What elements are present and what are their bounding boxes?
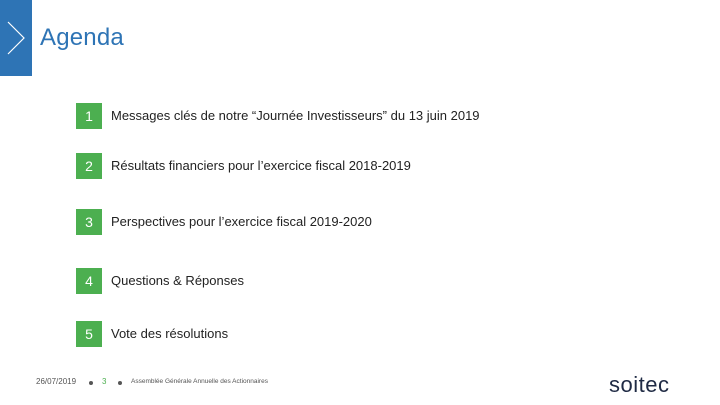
agenda-number: 2	[76, 153, 102, 179]
agenda-text: Messages clés de notre “Journée Investisseurs” du 13 juin 2019	[111, 108, 480, 123]
agenda-item	[76, 321, 676, 347]
agenda-number: 3	[76, 209, 102, 235]
page-number: 3	[102, 377, 107, 386]
agenda-item	[76, 268, 676, 294]
agenda-text: Résultats financiers pour l’exercice fiscal 2018-2019	[111, 158, 411, 173]
footer-separator-dot	[89, 381, 93, 385]
footer-date: 26/07/2019	[36, 377, 77, 386]
agenda-number: 5	[76, 321, 102, 347]
chevron-right-icon	[0, 0, 40, 76]
agenda-number: 1	[76, 103, 102, 129]
footer-separator-dot	[118, 381, 122, 385]
agenda-number: 4	[76, 268, 102, 294]
agenda-text: Vote des résolutions	[111, 326, 229, 341]
agenda-item	[76, 209, 676, 235]
agenda-text: Perspectives pour l’exercice fiscal 2019-2020	[111, 214, 372, 229]
agenda-text: Questions & Réponses	[111, 273, 244, 288]
agenda-item	[76, 103, 676, 129]
agenda-item	[76, 153, 676, 179]
soitec-logo: soitec	[609, 372, 670, 397]
page-title: Agenda	[40, 24, 124, 51]
footer-event-title: Assemblée Générale Annuelle des Actionnaires	[131, 378, 268, 385]
